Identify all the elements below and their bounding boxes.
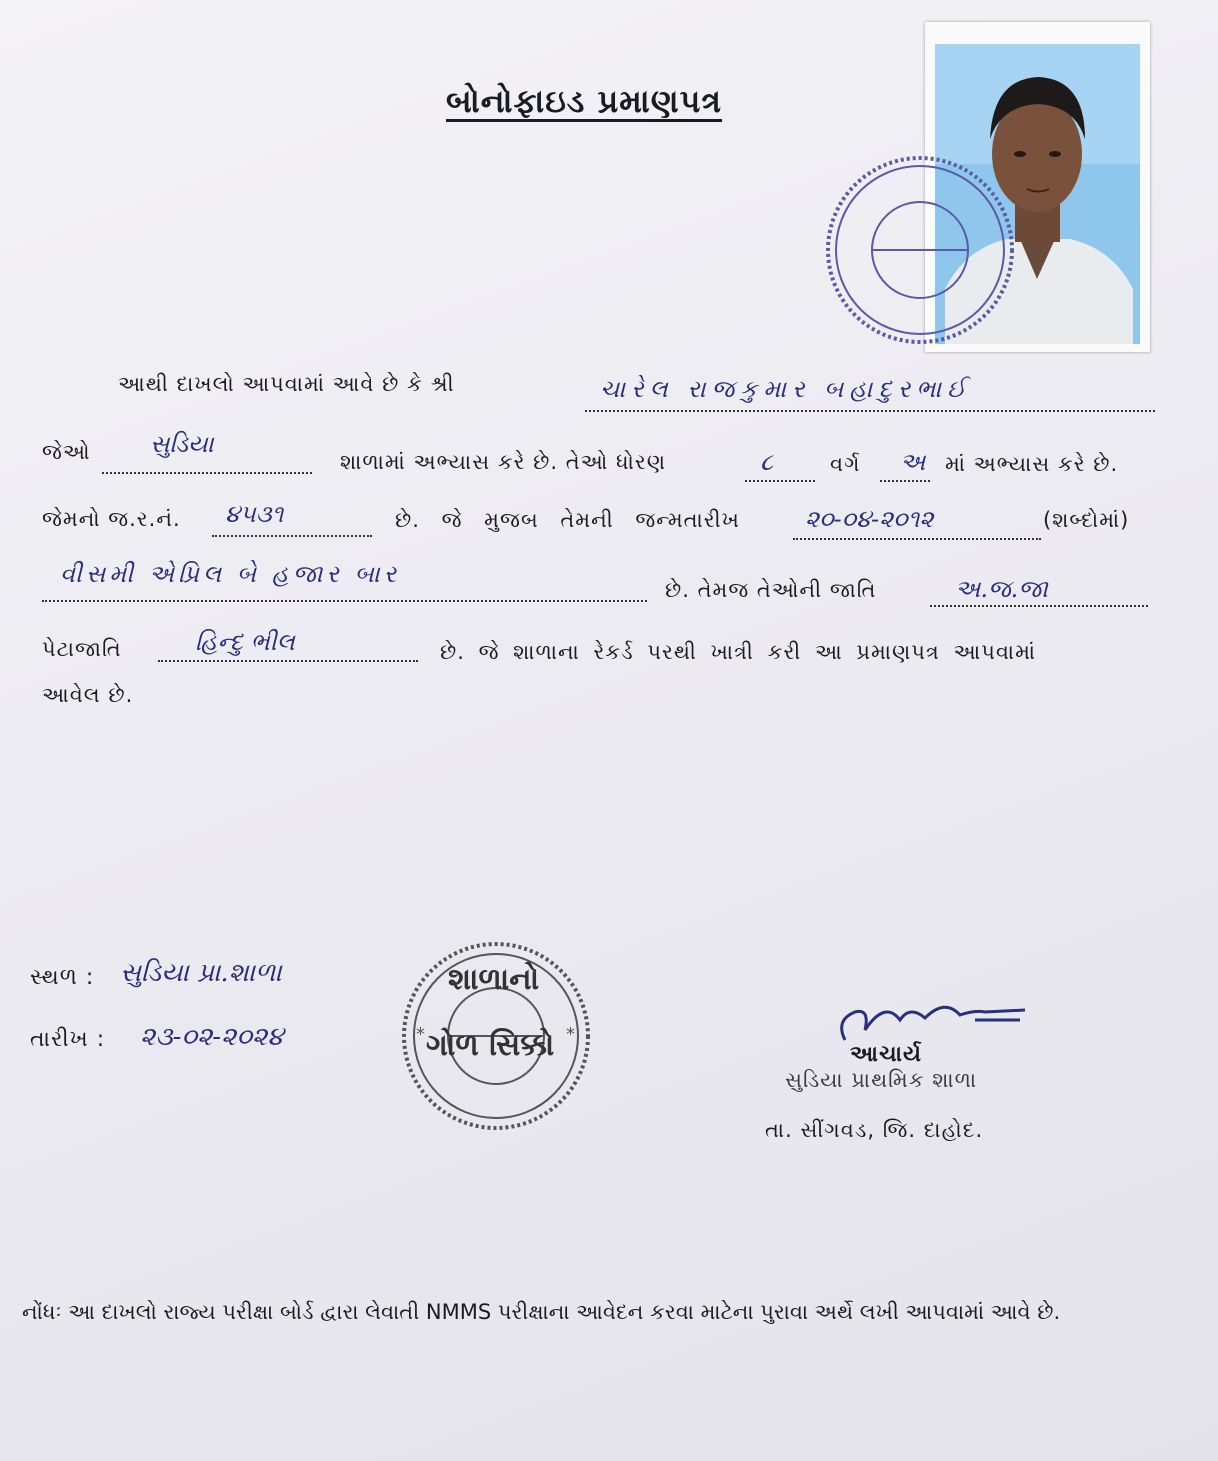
standard: ૮ [760,448,774,476]
page-title: બોનોફાઇડ પ્રમાણપત્ર [446,82,723,120]
place-value: સુડિયા પ્રા.શાળા [120,958,282,988]
school-seal-top [820,150,1020,350]
dotted-line [745,480,815,482]
gr-number: ૪૫૩૧ [225,500,284,528]
body-line-1 [118,372,455,397]
body-line-3-mid: છે. જે મુજબ તેમની જન્મતારીખ [395,508,740,532]
date-label: તારીખ : [30,1027,106,1052]
svg-text:*: * [566,1024,575,1045]
school-name: સુડિયા [150,430,214,458]
birth-date: ૨૦-૦૪-૨૦૧૨ [805,505,934,533]
dotted-line [585,410,1155,412]
dotted-line [880,480,930,482]
body-line-5-prefix: પેટાજાતિ [42,637,122,661]
date-value: ૨૩-૦૨-૨૦૨૪ [140,1022,284,1052]
body-line-4-mid: છે. તેમજ તેઓની જાતિ [665,578,877,602]
dotted-line [42,600,647,602]
body-line-3-suffix: (શબ્દોમાં) [1043,508,1130,532]
body-line-2-prefix: જેઓ [42,440,91,464]
footer-note: નોંધઃ આ દાખલો રાજ્ય પરીક્ષા બોર્ડ દ્વારા લેવાતી NMMS પરીક્ષાના આવેદન કરવા માટેના પુરાવા અર્થે લખી આપવામાં આવે છે. [22,1300,1061,1324]
subcaste: હિન્દુ ભીલ [195,628,295,656]
dotted-line [158,660,418,662]
birth-date-words: વીસમી એપ્રિલ બે હજાર બાર [60,560,401,588]
body-line-6: આવેલ છે. [42,683,134,707]
body-line-5-suffix: છે. જે શાળાના રેકર્ડ પરથી ખાત્રી કરી આ પ્રમાણપત્ર આપવામાં [440,640,1037,664]
dotted-line [793,538,1041,540]
body-line-2-mid: શાળામાં અભ્યાસ કરે છે. તેઓ ધોરણ [340,450,667,474]
division: અ [900,448,926,476]
caste: અ.જ.જા [955,575,1048,603]
seal-top-text: શાળાનો [448,962,540,997]
student-name: ચારેલ રાજકુમાર બહાદુરભાઈ [600,375,972,403]
body-line-2-suffix: માં અભ્યાસ કરે છે. [945,452,1119,476]
body-text: આથી દાખલો આપવામાં આવે છે કે શ્રી [118,372,455,396]
body-line-3-prefix: જેમનો જ.ર.નં. [42,507,181,531]
svg-text:*: * [416,1024,425,1045]
dotted-line [930,605,1148,607]
signature-address: તા. સીંગવડ, જિ. દાહોદ. [765,1118,984,1142]
signature-role: આચાર્ય [850,1042,922,1067]
seal-bottom-text: ગોળ સિક્કો [426,1028,555,1063]
dotted-line [102,472,312,474]
place-label: સ્થળ : [30,965,95,990]
body-line-2-class: વર્ગ [830,452,861,476]
signature-school: સુડિયા પ્રાથમિક શાળા [785,1068,978,1092]
dotted-line [212,535,372,537]
